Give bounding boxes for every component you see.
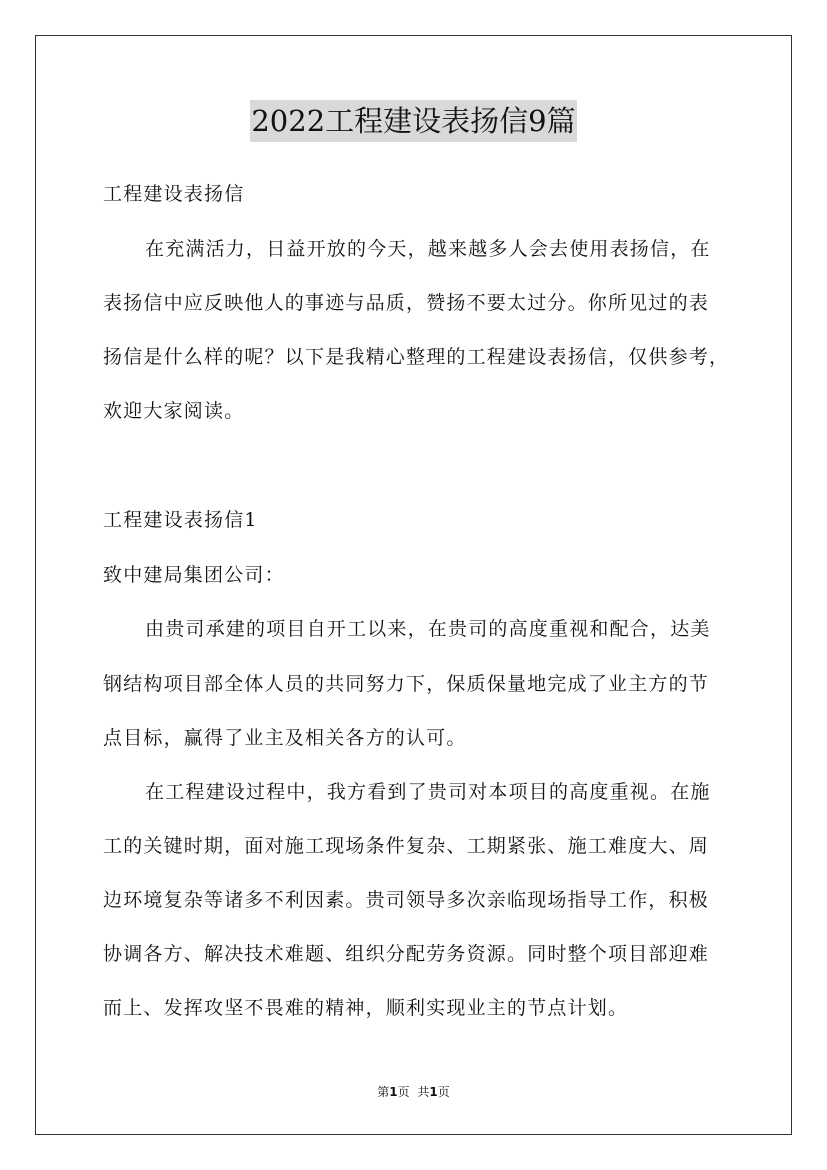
para2-line-2: 工的关键时期，面对施工现场条件复杂、工期紧张、施工难度大、周 bbox=[103, 835, 710, 857]
footer-total-prefix: 共 bbox=[417, 1085, 430, 1099]
document-title: 2022工程建设表扬信9篇 bbox=[250, 100, 576, 142]
intro-line-3: 扬信是什么样的呢？以下是我精心整理的工程建设表扬信，仅供参考， bbox=[103, 346, 730, 368]
intro-line-2: 表扬信中应反映他人的事迹与品质，赞扬不要太过分。你所见过的表 bbox=[103, 292, 710, 314]
para1-line-3: 点目标，赢得了业主及相关各方的认可。 bbox=[103, 727, 467, 749]
para2-line-5: 而上、发挥攻坚不畏难的精神，顺利实现业主的节点计划。 bbox=[103, 997, 629, 1019]
title-container bbox=[0, 100, 827, 142]
intro-heading: 工程建设表扬信 bbox=[103, 183, 245, 205]
intro-line-1: 在充满活力，日益开放的今天，越来越多人会去使用表扬信，在 bbox=[145, 238, 711, 260]
footer-page-current: 1 bbox=[389, 1085, 398, 1099]
para2-line-4: 协调各方、解决技术难题、组织分配劳务资源。同时整个项目部迎难 bbox=[103, 943, 710, 965]
para1-line-1: 由贵司承建的项目自开工以来，在贵司的高度重视和配合，达美 bbox=[145, 618, 711, 640]
footer-page-suffix: 页 bbox=[397, 1085, 410, 1099]
salutation: 致中建局集团公司： bbox=[103, 564, 285, 586]
para2-line-3: 边环境复杂等诸多不利因素。贵司领导多次亲临现场指导工作，积极 bbox=[103, 889, 710, 911]
footer-total-suffix: 页 bbox=[437, 1085, 450, 1099]
footer-page-total: 1 bbox=[429, 1085, 438, 1099]
footer-page-prefix: 第 bbox=[377, 1085, 390, 1099]
page-footer bbox=[0, 1084, 827, 1100]
section-heading: 工程建设表扬信1 bbox=[103, 509, 258, 531]
para2-line-1: 在工程建设过程中，我方看到了贵司对本项目的高度重视。在施 bbox=[145, 781, 711, 803]
para1-line-2: 钢结构项目部全体人员的共同努力下，保质保量地完成了业主方的节 bbox=[103, 673, 710, 695]
intro-line-4: 欢迎大家阅读。 bbox=[103, 400, 245, 422]
